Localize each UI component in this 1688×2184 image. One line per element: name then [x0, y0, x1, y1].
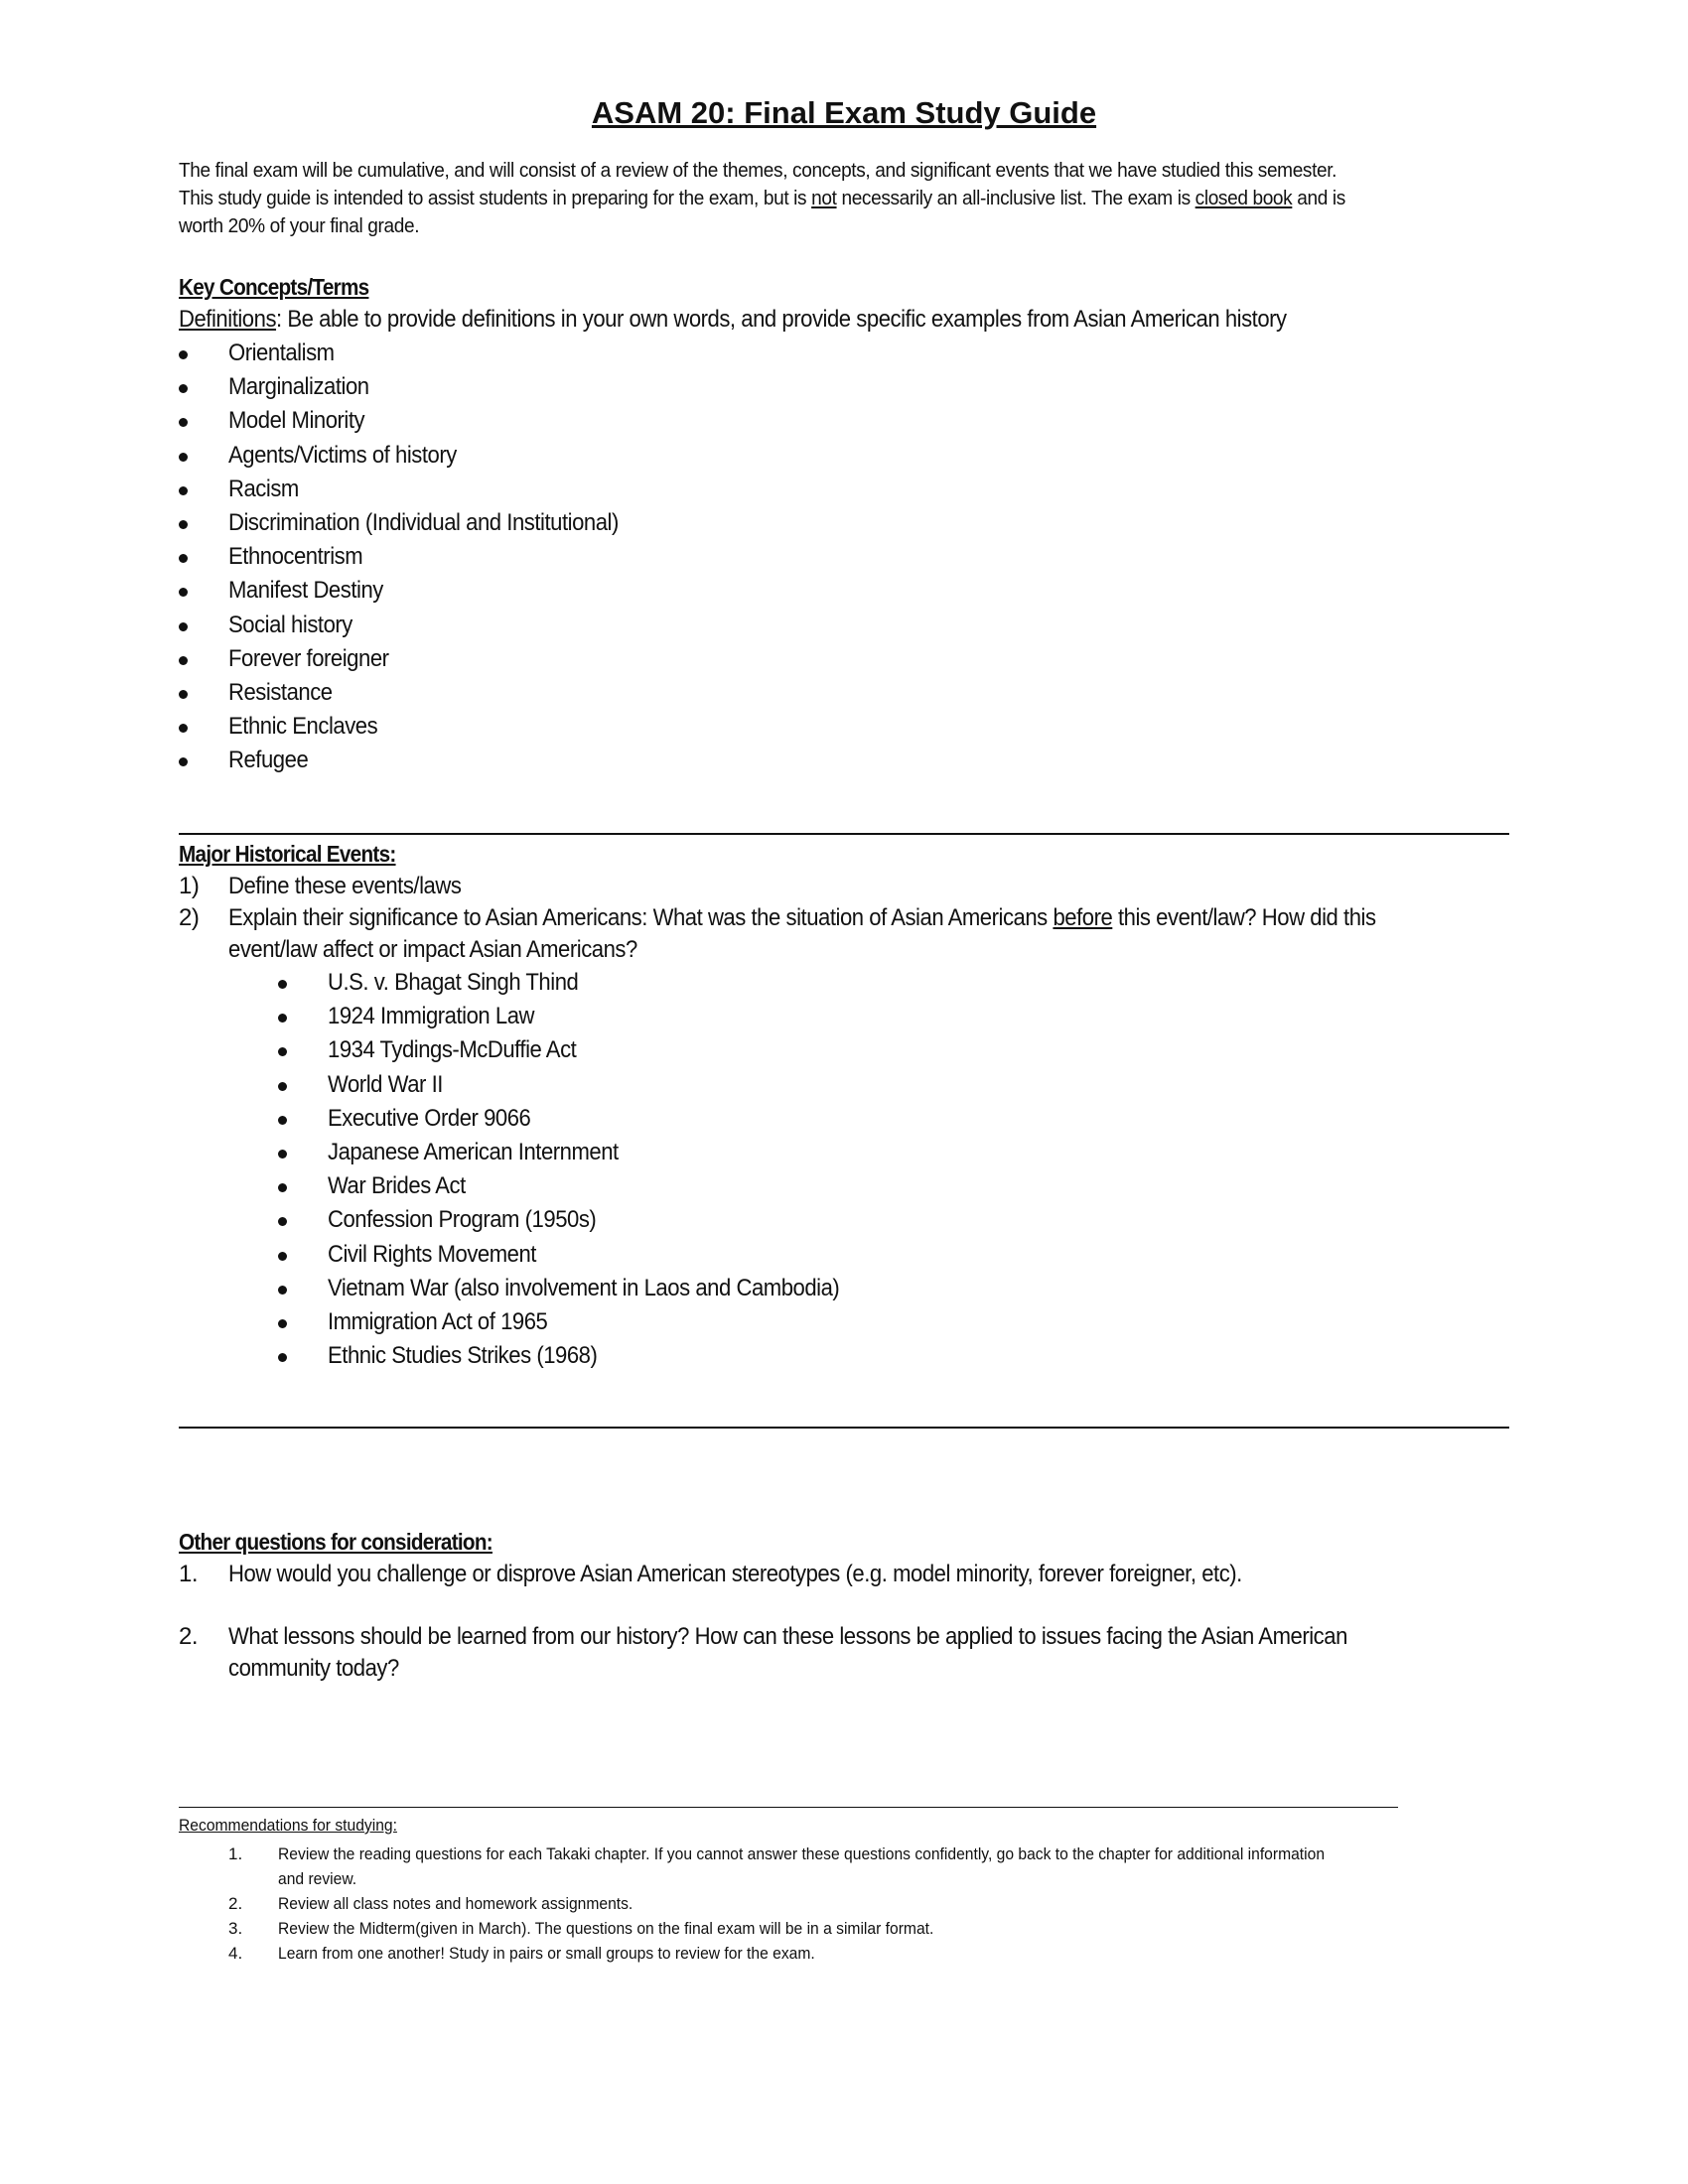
bullet-icon [278, 1047, 287, 1056]
bullet-icon [179, 554, 188, 563]
other-questions-heading: Other questions for consideration: [179, 1529, 492, 1555]
bullet-icon [179, 486, 188, 495]
recommendation-line: Review the reading questions for each Takaki chapter. If you cannot answer these questions confidently, go back to the chapter for additional information [278, 1844, 1326, 1863]
event-item-text: 1924 Immigration Law [328, 1003, 535, 1030]
event-item-text: Civil Rights Movement [328, 1240, 536, 1268]
emphasis-before: before [1053, 904, 1113, 931]
concept-item-text: Manifest Destiny [228, 577, 383, 605]
bullet-icon [278, 1014, 287, 1023]
key-concepts-heading: Key Concepts/Terms [179, 274, 369, 300]
bullet-icon [179, 588, 188, 597]
event-item-text: Executive Order 9066 [328, 1104, 531, 1132]
bullet-icon [179, 384, 188, 393]
event-item-text: U.S. v. Bhagat Singh Thind [328, 969, 579, 996]
recommendation-text [278, 1842, 1502, 1891]
bullet-icon [278, 1252, 287, 1261]
concept-item-text: Racism [228, 475, 299, 502]
event-item-text: Vietnam War (also involvement in Laos and Cambodia) [328, 1274, 840, 1301]
bullet-icon [179, 724, 188, 733]
recommendation-line: and review. [278, 1869, 357, 1888]
recommendation-number: 4. [228, 1944, 243, 1963]
concept-item-text: Ethnic Enclaves [228, 713, 378, 741]
recommendation-text [278, 1916, 1502, 1941]
bullet-icon [278, 1150, 287, 1159]
definitions-instruction: Definitions: Be able to provide definitions in your own words, and provide specific examples from Asian American history [179, 306, 1287, 333]
bullet-icon [278, 1217, 287, 1226]
concept-item-text: Refugee [228, 747, 309, 774]
event-item-text: Ethnic Studies Strikes (1968) [328, 1342, 598, 1370]
emphasis-closed-book: closed book [1195, 187, 1293, 209]
bullet-icon [179, 350, 188, 359]
recommendation-number: 2. [228, 1894, 243, 1913]
recommendations-heading: Recommendations for studying: [179, 1816, 397, 1835]
recommendation-text [278, 1941, 1502, 1966]
section-divider [179, 1427, 1509, 1429]
recommendation-line: Review all class notes and homework assignments. [278, 1894, 633, 1913]
bullet-icon [179, 418, 188, 427]
bullet-icon [179, 656, 188, 665]
bullet-icon [179, 622, 188, 631]
emphasis-not: not [811, 187, 837, 209]
bullet-icon [278, 1183, 287, 1192]
event-item-text: Japanese American Internment [328, 1138, 619, 1165]
question-1-text: How would you challenge or disprove Asian American stereotypes (e.g. model minority, forever foreigner, etc). [228, 1561, 1242, 1587]
event-item-text: World War II [328, 1070, 443, 1098]
bullet-icon [179, 690, 188, 699]
recommendation-number: 3. [228, 1919, 243, 1938]
concept-item-text: Model Minority [228, 407, 365, 435]
concept-item-text: Social history [228, 611, 352, 638]
bullet-icon [278, 980, 287, 989]
event-item-text: Confession Program (1950s) [328, 1206, 597, 1234]
bullet-icon [278, 1353, 287, 1362]
concept-item-text: Forever foreigner [228, 644, 389, 672]
concept-item-text: Ethnocentrism [228, 543, 363, 571]
instruction-1-text: Define these events/laws [228, 873, 462, 899]
event-item-text: Immigration Act of 1965 [328, 1307, 548, 1335]
instruction-1-number: 1) [179, 873, 200, 899]
recommendation-line: Learn from one another! Study in pairs or small groups to review for the exam. [278, 1944, 815, 1963]
bullet-icon [278, 1116, 287, 1125]
intro-line-1: The final exam will be cumulative, and will consist of a review of the themes, concepts, and significant events that we have studied this semester. [179, 159, 1337, 182]
event-item-text: 1934 Tydings-McDuffie Act [328, 1036, 577, 1064]
recommendation-number: 1. [228, 1844, 243, 1863]
recommendation-text [278, 1891, 1502, 1916]
intro-line-3: worth 20% of your final grade. [179, 214, 420, 237]
concept-item-text: Orientalism [228, 340, 335, 366]
definitions-label: Definitions [179, 306, 277, 333]
instruction-2-number: 2) [179, 904, 200, 931]
question-2-number: 2. [179, 1623, 199, 1650]
bullet-icon [179, 453, 188, 462]
bullet-icon [278, 1319, 287, 1328]
bullet-icon [179, 520, 188, 529]
section-divider [179, 833, 1509, 835]
recommendation-line: Review the Midterm(given in March). The questions on the final exam will be in a similar format. [278, 1919, 934, 1938]
major-events-heading: Major Historical Events: [179, 841, 396, 867]
concept-item-text: Discrimination (Individual and Institutional) [228, 508, 619, 536]
concept-item-text: Resistance [228, 678, 333, 706]
question-2-text: What lessons should be learned from our history? How can these lessons be applied to issues facing the Asian American [228, 1623, 1347, 1650]
instruction-2-text: Explain their significance to Asian Americans: What was the situation of Asian Americans before this event/law? How did this [228, 904, 1376, 931]
bullet-icon [278, 1286, 287, 1295]
concept-item-text: Agents/Victims of history [228, 441, 457, 469]
concept-item-text: Marginalization [228, 373, 369, 401]
intro-paragraph [179, 157, 1508, 240]
intro-line-2: This study guide is intended to assist students in preparing for the exam, but is not necessarily an all-inclusive list. The exam is closed book and is [179, 187, 1345, 209]
document-title: ASAM 20: Final Exam Study Guide [591, 95, 1097, 130]
bullet-icon [278, 1082, 287, 1091]
event-item-text: War Brides Act [328, 1172, 466, 1200]
question-1-number: 1. [179, 1561, 199, 1587]
bullet-icon [179, 757, 188, 766]
footnote-divider [179, 1807, 1398, 1808]
